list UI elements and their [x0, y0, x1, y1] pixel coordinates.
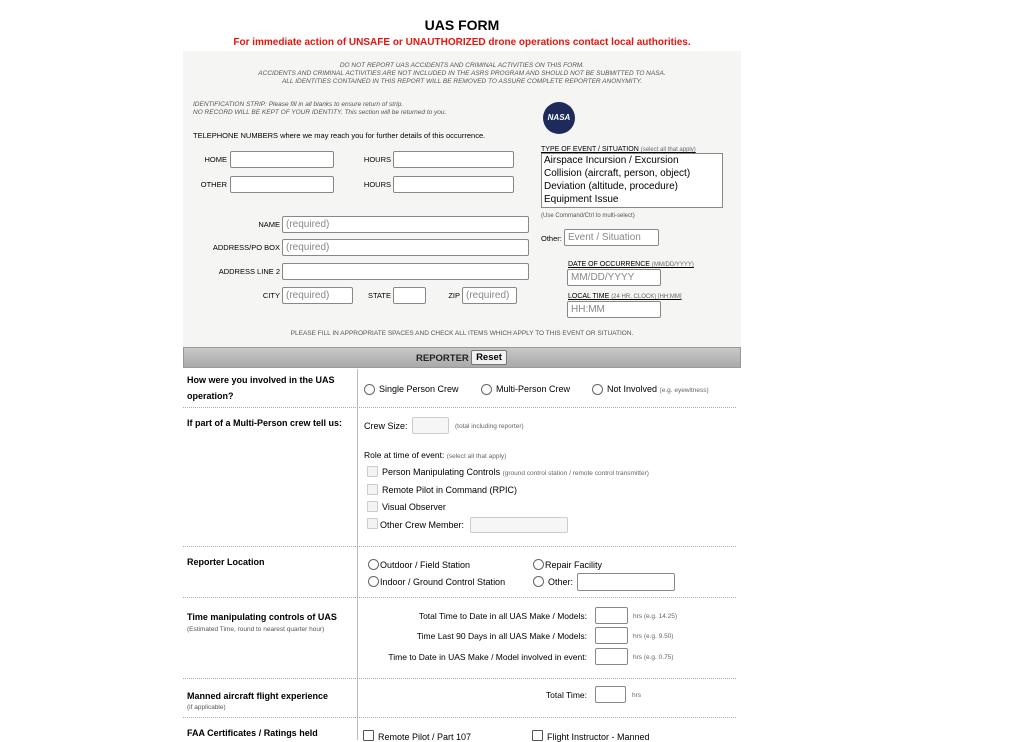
multi-select-hint: (Use Command/Ctrl to multi-select)	[541, 213, 635, 219]
crew-size-hint: (total including reporter)	[455, 423, 524, 430]
instructions-text: PLEASE FILL IN APPROPRIATE SPACES AND CHECK ALL ITEMS WHICH APPLY TO THIS EVENT OR SITUATION.	[290, 330, 634, 337]
time-controls-sub: (Estimated Time, round to nearest quarter hour)	[187, 626, 325, 633]
remote-pilot-label[interactable]: Remote Pilot / Part 107	[378, 732, 472, 742]
role-visual-observer-label[interactable]: Visual Observer	[382, 502, 446, 512]
disclaimer-line: DO NOT REPORT UAS ACCIDENTS AND CRIMINAL ACTIVITIES ON THIS FORM.	[339, 62, 585, 69]
outdoor-radio[interactable]	[368, 559, 379, 570]
hours-label: HOURS	[363, 155, 391, 164]
event-type-option[interactable]: Airspace Incursion / Excursion	[544, 155, 679, 166]
event-type-label	[541, 146, 696, 153]
reporter-section-header	[183, 347, 741, 368]
single-person-crew-radio[interactable]	[364, 384, 375, 395]
reporter-title: REPORTER	[416, 353, 469, 364]
total-time-hint: hrs (e.g. 14.25)	[633, 613, 678, 620]
event-type-option[interactable]: Deviation (altitude, procedure)	[544, 181, 678, 192]
role-rpic-checkbox[interactable]	[367, 484, 378, 495]
not-involved-hint: (e.g. eyewitness)	[659, 387, 709, 394]
address-input[interactable]	[282, 239, 529, 256]
row-separator	[183, 407, 736, 408]
date-input[interactable]	[567, 269, 661, 286]
location-other-input[interactable]	[577, 573, 675, 591]
logo-text: NASA	[547, 113, 571, 122]
total-time-input[interactable]	[595, 607, 628, 624]
role-other-input[interactable]	[470, 517, 568, 533]
id-note-line: NO RECORD WILL BE KEPT OF YOUR IDENTITY. This section will be returned to you.	[193, 109, 447, 116]
row-separator	[183, 678, 736, 679]
row-separator	[183, 597, 736, 598]
telephone-heading: TELEPHONE NUMBERS where we may reach you for further details of this occurrence.	[193, 131, 486, 140]
city-input[interactable]	[282, 287, 353, 304]
last-90-days-input[interactable]	[595, 627, 628, 644]
outdoor-label[interactable]: Outdoor / Field Station	[380, 560, 471, 570]
crew-size-input[interactable]	[412, 417, 449, 434]
event-type-hint: (select all that apply)	[640, 147, 696, 153]
disclaimer-line: ACCIDENTS AND CRIMINAL ACTIVITIES ARE NOT INCLUDED IN THE ASRS PROGRAM AND SHOULD NOT BE SUBMITTED TO NASA.	[258, 70, 666, 77]
manned-unit: hrs	[632, 692, 642, 699]
zip-input[interactable]	[462, 287, 517, 304]
other-phone-input[interactable]	[230, 176, 334, 193]
other-hours-input[interactable]	[393, 176, 514, 193]
id-note-line: IDENTIFICATION STRIP: Please fill in all blanks to ensure return of strip.	[193, 101, 404, 108]
warning-banner: For immediate action of UNSAFE or UNAUTHORIZED drone operations contact local authorities.	[233, 37, 691, 48]
time-hint: (24 HR. CLOCK) [HH:MM]	[611, 294, 682, 300]
role-label-text: Role at time of event:	[364, 450, 445, 460]
address-line2-input[interactable]	[282, 263, 529, 280]
event-type-listbox[interactable]	[541, 153, 723, 208]
multi-person-crew-radio[interactable]	[481, 384, 492, 395]
involvement-question: How were you involved in the UAS operation?	[187, 375, 335, 401]
state-label: STATE	[367, 291, 391, 300]
crew-question: If part of a Multi-Person crew tell us:	[187, 418, 343, 428]
name-input[interactable]	[282, 216, 529, 233]
event-type-label-text: TYPE OF EVENT / SITUATION	[541, 146, 639, 153]
remote-pilot-checkbox[interactable]	[363, 730, 374, 741]
address-line2-label: ADDRESS LINE 2	[218, 267, 280, 276]
event-type-option[interactable]: Equipment Issue	[544, 194, 619, 205]
zip-label: ZIP	[448, 291, 460, 300]
faa-question: FAA Certificates / Ratings held	[187, 728, 318, 738]
role-visual-observer-checkbox[interactable]	[367, 501, 378, 512]
last-90-days-hint: hrs (e.g. 9.50)	[633, 633, 674, 640]
home-phone-input[interactable]	[230, 151, 334, 168]
role-pmc-label[interactable]	[382, 467, 649, 477]
reset-button[interactable]: Reset	[471, 350, 507, 365]
row-separator	[183, 717, 736, 718]
crew-size-label: Crew Size:	[364, 421, 408, 431]
flight-instructor-label[interactable]: Flight Instructor - Manned	[547, 732, 650, 742]
last-90-days-label: Time Last 90 Days in all UAS Make / Models:	[416, 631, 587, 641]
role-rpic-label[interactable]: Remote Pilot in Command (RPIC)	[382, 485, 518, 495]
identification-strip-note	[193, 101, 446, 117]
date-label	[568, 261, 694, 268]
role-pmc-text: Person Manipulating Controls	[382, 467, 501, 477]
location-question: Reporter Location	[187, 557, 265, 567]
not-involved-text: Not Involved	[607, 384, 658, 394]
total-time-label: Total Time to Date in all UAS Make / Models:	[418, 611, 587, 621]
role-label	[364, 450, 506, 460]
date-label-text: DATE OF OCCURRENCE	[568, 261, 650, 268]
disclaimer	[183, 62, 741, 86]
role-other-label[interactable]: Other Crew Member:	[380, 520, 465, 530]
event-model-time-hint: hrs (e.g. 0.75)	[633, 654, 674, 661]
manned-total-input[interactable]	[595, 686, 626, 703]
flight-instructor-checkbox[interactable]	[532, 730, 543, 741]
manned-question: Manned aircraft flight experience	[187, 691, 329, 701]
event-other-label: Other:	[541, 234, 562, 243]
role-hint: (select all that apply)	[446, 453, 507, 460]
location-other-radio[interactable]	[533, 576, 544, 587]
repair-facility-radio[interactable]	[533, 559, 544, 570]
role-other-checkbox[interactable]	[367, 518, 378, 529]
address-label: ADDRESS/PO BOX	[212, 243, 280, 252]
manned-sub: (if applicable)	[187, 704, 226, 711]
nasa-logo-icon	[543, 102, 575, 134]
indoor-label[interactable]: Indoor / Ground Control Station	[380, 577, 506, 587]
time-label	[568, 293, 682, 300]
column-divider	[357, 369, 358, 740]
row-separator	[183, 546, 736, 547]
event-type-option[interactable]: Collision (aircraft, person, object)	[544, 168, 691, 179]
repair-facility-label[interactable]: Repair Facility	[545, 560, 603, 570]
time-label-text: LOCAL TIME	[568, 293, 610, 300]
city-label: CITY	[262, 291, 280, 300]
role-pmc-checkbox[interactable]	[367, 466, 378, 477]
time-controls-question: Time manipulating controls of UAS	[187, 612, 337, 622]
home-label: HOME	[204, 155, 227, 164]
disclaimer-line: ALL IDENTITIES CONTAINED IN THIS REPORT WILL BE REMOVED TO ASSURE COMPLETE REPORTER ANONYMITY.	[281, 78, 643, 85]
manned-total-label: Total Time:	[545, 690, 587, 700]
indoor-radio[interactable]	[368, 576, 379, 587]
other-label: OTHER	[200, 180, 227, 189]
time-input[interactable]	[567, 301, 661, 318]
role-pmc-hint: (ground control station / remote control transmitter)	[502, 470, 649, 477]
event-model-time-label: Time to Date in UAS Make / Model involved in event:	[388, 652, 587, 662]
not-involved-radio[interactable]	[592, 384, 603, 395]
name-label: NAME	[258, 220, 280, 229]
event-model-time-input[interactable]	[595, 648, 628, 665]
page-title: UAS FORM	[424, 17, 500, 33]
date-hint: (MM/DD/YYYY)	[651, 262, 694, 268]
event-other-input[interactable]	[564, 229, 659, 246]
single-person-crew-label[interactable]: Single Person Crew	[379, 384, 459, 394]
home-hours-input[interactable]	[393, 151, 514, 168]
multi-person-crew-label[interactable]: Multi-Person Crew	[496, 384, 571, 394]
state-input[interactable]	[393, 287, 426, 304]
hours-label: HOURS	[363, 180, 391, 189]
not-involved-label[interactable]	[607, 384, 709, 394]
location-other-label[interactable]: Other:	[548, 577, 574, 587]
